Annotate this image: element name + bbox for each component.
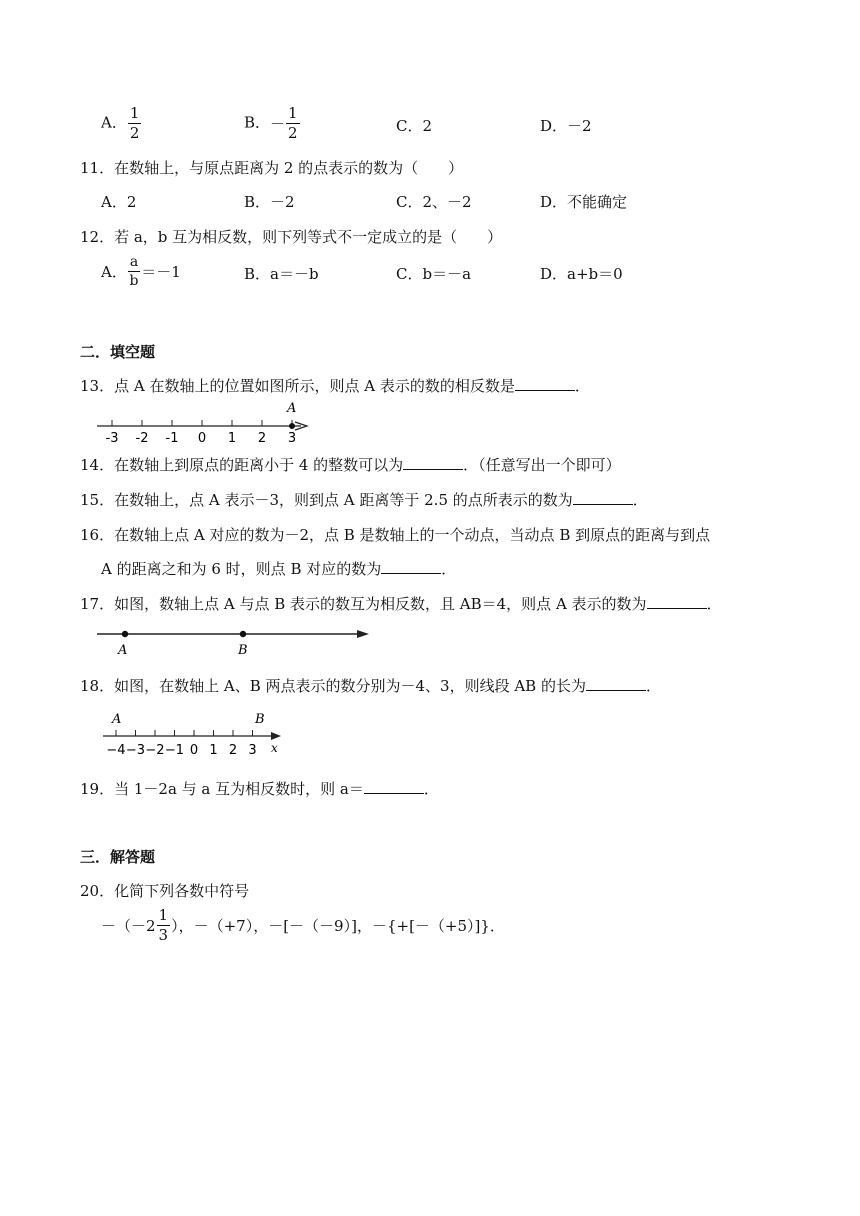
q12-option-a [101,255,181,288]
axis-tick-label: 3 [287,431,297,446]
axis-variable-label: x [271,741,278,755]
axis-tick-label: 3 [248,743,257,758]
answer-blank [573,492,633,505]
axis-tick-label: −2 [145,743,165,758]
q20-expression [101,908,505,943]
q13-number-line [95,398,320,446]
axis-tick-label: 1 [209,743,218,758]
option-letter: C． [396,117,423,135]
q16-line1: 16．在数轴上点 A 对应的数为－2，点 B 是数轴上的一个动点，当动点 B 到原点的距离与到点 [80,526,711,544]
point-a [122,631,128,637]
stem-text: 15．在数轴上，点 A 表示－3，则到点 A 距离等于 2.5 的点所表示的数为 [80,491,573,509]
stem-text: 17．如图，数轴上点 A 与点 B 表示的数互为相反数，且 AB＝4，则点 A 表示的数为 [80,595,647,613]
section-title-answer: 三．解答题 [80,848,156,866]
expression-text: －（－2 [101,917,156,935]
point-a-label: A [112,712,122,727]
fraction [286,106,300,141]
denominator: 3 [158,926,169,944]
q10-option-d [540,115,592,136]
q15-stem [80,489,648,510]
stem-text: 18．如图，在数轴上 A、B 两点表示的数分别为－4、3，则线段 AB 的长为 [80,677,586,695]
q11-stem: 11．在数轴上，与原点距离为 2 的点表示的数为（ ） [80,159,464,177]
point-b-label: B [255,712,265,727]
option-text: －2 [567,117,592,135]
stem-text: 14．在数轴上到原点的距离小于 4 的整数可以为 [80,456,404,474]
q17-stem [80,593,722,614]
option-letter: A． [101,113,127,132]
q10-option-c [396,115,432,136]
axis-tick-label: -3 [105,431,119,446]
answer-blank [586,678,646,691]
stem-text: ．（任意写出一个即可） [463,456,621,474]
stem-text: ． [706,595,722,613]
q10-option-a [101,106,142,141]
option-letter: A． [101,263,127,281]
stem-text: ． [632,491,648,509]
q12-stem: 12．若 a，b 互为相反数，则下列等式不一定成立的是（ ） [80,228,503,246]
option-letter: B． [244,113,271,132]
minus-sign: － [270,115,286,133]
answer-blank [364,781,424,794]
q10-option-b [244,106,301,141]
fraction [128,106,142,141]
option-text: ＝－1 [141,263,181,281]
axis-tick-label: 0 [189,743,199,758]
q11-option-a: A．2 [101,193,137,211]
q12-option-c: C．b＝－a [396,265,472,283]
stem-text: ． [441,560,457,578]
denominator: 2 [129,124,140,142]
point-b-label: B [238,643,248,658]
q12-option-b: B．a＝－b [244,265,319,283]
q11-option-c: C．2、－2 [396,193,472,211]
numerator: 1 [129,104,140,122]
answer-blank [403,457,463,470]
q18-number-line [95,708,295,760]
axis-tick-label: −3 [125,743,146,758]
option-text: 2 [422,117,433,135]
axis-tick-label: -2 [135,431,149,446]
expression-text: ），－（+7），－[－（－9）]，－{+[－（+5）]}． [171,917,505,935]
q16-line2 [101,558,456,579]
axis-tick-label: 1 [227,431,237,446]
denominator: 2 [288,124,298,142]
axis-tick-label: −1 [164,743,185,758]
fraction [128,255,140,288]
answer-blank [381,561,441,574]
q18-stem [80,675,661,696]
point-a-label: A [118,643,128,658]
axis-tick-label: 2 [257,431,267,446]
section-title-fill-in: 二．填空题 [80,343,156,361]
option-letter: D． [540,117,568,135]
axis-tick-label: 2 [228,743,238,758]
q13-stem [80,375,590,396]
stem-text: 13．点 A 在数轴上的位置如图所示，则点 A 表示的数的相反数是 [80,377,515,395]
answer-blank [647,596,707,609]
axis-tick-label: -1 [165,431,179,446]
q19-stem [80,778,439,799]
axis-tick-label: −4 [106,743,126,758]
axis-tick-label: 0 [197,431,207,446]
stem-text: ． [645,677,661,695]
numerator: 1 [158,906,169,924]
q20-stem: 20．化简下列各数中符号 [80,882,250,900]
axis-arrow [271,732,281,740]
q11-option-d: D．不能确定 [540,193,628,211]
fraction [157,908,171,943]
numerator: a [129,254,139,270]
stem-text: ． [574,377,590,395]
numerator: 1 [288,104,298,122]
point-a [289,423,295,429]
stem-text: 19．当 1－2a 与 a 互为相反数时，则 a＝ [80,780,364,798]
answer-blank [515,378,575,391]
q11-option-b: B．－2 [244,193,295,211]
q17-number-line [95,620,380,660]
q14-stem [80,454,621,475]
point-a-label: A [287,401,297,416]
axis-arrow [357,630,369,638]
stem-text: ． [423,780,439,798]
stem-text: A 的距离之和为 6 时，则点 B 对应的数为 [101,560,382,578]
denominator: b [129,273,139,289]
point-b [240,631,246,637]
q12-option-d: D．a+b＝0 [540,265,623,283]
